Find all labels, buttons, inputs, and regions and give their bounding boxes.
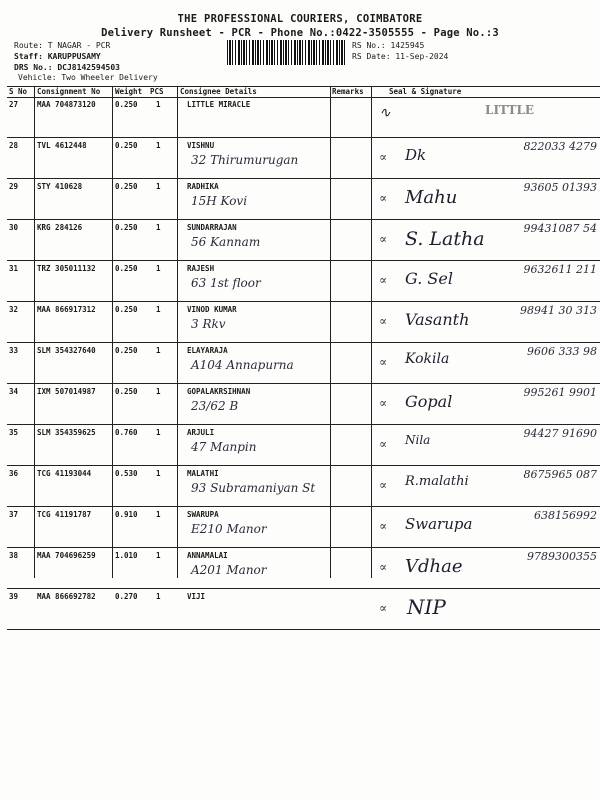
row-consignee-name: LITTLE MIRACLE [187,100,251,109]
signature: Swarupa [405,515,473,533]
handwritten-phone: 995261 9901 [523,386,597,399]
row-weight: 0.250 [115,264,138,273]
handwritten-address: 47 Manpin [191,440,257,454]
row-sno: 35 [9,428,19,437]
col-pcs: PCS [150,87,164,96]
tick-mark-icon: ∝ [379,150,388,164]
tick-mark-icon: ∝ [379,314,388,328]
row-sno: 36 [9,469,19,478]
col-remarks: Remarks [332,87,364,96]
staff-label: Staff: [14,52,43,61]
row-sno: 33 [9,346,19,355]
row-weight: 0.760 [115,428,138,437]
table-row [7,220,600,261]
signature: G. Sel [405,269,453,288]
row-weight: 0.250 [115,141,138,150]
handwritten-phone: 9789300355 [527,550,597,563]
signature: Dk [405,146,427,164]
tick-mark-icon: ∝ [379,519,388,533]
table-row [7,138,600,179]
handwritten-address: A104 Annapurna [191,358,294,372]
row-pcs: 1 [156,305,161,314]
vehicle-value: Two Wheeler Delivery [61,73,158,82]
handwritten-address: 93 Subramaniyan St [191,481,316,495]
handwritten-address: 32 Thirumurugan [191,153,299,167]
handwritten-address: 23/62 B [191,399,239,413]
rs-date-value: 11-Sep-2024 [395,52,449,61]
row-weight: 0.910 [115,510,138,519]
company-title: THE PROFESSIONAL COURIERS, COIMBATORE [177,13,423,25]
row-pcs: 1 [156,141,161,150]
col-consignee: Consignee Details [180,87,257,96]
tick-mark-icon: ∝ [379,601,388,615]
row-consignee-name: ARJULI [187,428,215,437]
table-row [7,466,600,507]
row-consignment-no: STY 410628 [37,182,83,191]
table-row [7,384,600,425]
row-consignee-name: RAJESH [187,264,215,273]
row-sno: 32 [9,305,19,314]
tick-mark-icon: ∝ [379,232,388,246]
row-sno: 34 [9,387,19,396]
row-pcs: 1 [156,223,161,232]
table-row [7,343,600,384]
handwritten-phone: 9632611 211 [523,263,597,276]
handwritten-phone: 99431087 54 [523,222,597,235]
handwritten-address: A201 Manor [191,563,267,577]
signature: Gopal [405,392,453,411]
col-divider [34,86,35,578]
row-weight: 0.250 [115,387,138,396]
row-sno: 27 [9,100,19,109]
rs-no-label: RS No.: [352,41,386,50]
vehicle-label: Vehicle: [18,73,57,82]
row-weight: 0.250 [115,305,138,314]
handwritten-phone: 94427 91690 [523,427,597,440]
row-consignment-no: KRG 284126 [37,223,83,232]
tick-mark-icon: ∝ [379,560,388,574]
row-pcs: 1 [156,346,161,355]
row-consignment-no: MAA 866917312 [37,305,96,314]
row-pcs: 1 [156,592,161,601]
row-pcs: 1 [156,551,161,560]
row-consignment-no: TVL 4612448 [37,141,87,150]
signature: S. Latha [405,228,485,250]
row-consignee-name: SUNDARRAJAN [187,223,237,232]
handwritten-phone: 8675965 087 [523,468,597,481]
handwritten-phone: 93605 01393 [523,181,597,194]
staff-line [14,52,101,62]
row-sno: 29 [9,182,19,191]
row-weight: 0.250 [115,182,138,191]
row-consignee-name: MALATHI [187,469,219,478]
rs-no-value: 1425945 [390,41,425,50]
vehicle-line [18,73,158,83]
row-pcs: 1 [156,428,161,437]
tick-mark-icon: ∝ [379,355,388,369]
row-consignment-no: MAA 704873120 [37,100,96,109]
table-row [7,507,600,548]
table-row [7,589,600,630]
table-row [7,97,600,138]
row-consignment-no: MAA 704696259 [37,551,96,560]
signature: Mahu [405,187,458,208]
col-divider [330,86,331,578]
route-line [14,41,110,51]
handwritten-phone: 9606 333 98 [527,345,597,358]
row-sno: 39 [9,592,19,601]
row-consignment-no: IXM 507014987 [37,387,96,396]
row-consignee-name: GOPALAKRSIHNAN [187,387,251,396]
col-consignment: Consignment No [37,87,101,96]
row-weight: 1.010 [115,551,138,560]
signature: Kokila [405,351,450,367]
rs-no-line [352,41,424,51]
table-row [7,425,600,466]
staff-value: KARUPPUSAMY [47,52,101,61]
col-divider [112,86,113,578]
tick-mark-icon: ∝ [379,396,388,410]
handwritten-address: 63 1st floor [191,276,261,290]
row-sno: 37 [9,510,19,519]
rs-date-line [352,52,448,62]
col-divider [177,86,178,578]
row-consignment-no: TCG 41191787 [37,510,92,519]
rs-date-label: RS Date: [352,52,391,61]
row-weight: 0.270 [115,592,138,601]
col-seal-signature: Seal & Signature [389,87,462,96]
row-sno: 38 [9,551,19,560]
scribble-icon: ∿ [379,105,391,121]
row-pcs: 1 [156,100,161,109]
seal-stamp: LITTLE [485,103,535,117]
row-pcs: 1 [156,469,161,478]
route-value: T NAGAR - PCR [47,41,111,50]
table-row [7,548,600,589]
row-pcs: 1 [156,387,161,396]
row-consignment-no: TRZ 305011132 [37,264,96,273]
row-consignee-name: VINOD KUMAR [187,305,237,314]
handwritten-address: E210 Manor [191,522,267,536]
row-sno: 30 [9,223,19,232]
runsheet-subtitle: Delivery Runsheet - PCR - Phone No.:0422-3505555 - Page No.:3 [101,27,499,39]
col-sno: S No [9,87,28,96]
row-consignee-name: VISHNU [187,141,215,150]
col-weight: Weight [115,87,143,96]
tick-mark-icon: ∝ [379,437,388,451]
signature: NIP [407,595,446,619]
tick-mark-icon: ∝ [379,478,388,492]
drs-line [14,63,120,73]
table-row [7,179,600,220]
row-weight: 0.530 [115,469,138,478]
row-pcs: 1 [156,182,161,191]
tick-mark-icon: ∝ [379,191,388,205]
row-consignment-no: TCG 41193044 [37,469,92,478]
signature: Nila [405,433,431,447]
row-consignment-no: SLM 354359625 [37,428,96,437]
handwritten-address: 56 Kannam [191,235,261,249]
signature: Vdhae [405,556,463,577]
handwritten-address: 15H Kovi [191,194,248,208]
row-weight: 0.250 [115,100,138,109]
barcode-image [227,40,345,65]
row-pcs: 1 [156,510,161,519]
drs-label: DRS No.: [14,63,53,72]
drs-value: DCJ8142594503 [57,63,120,72]
signature: R.malathi [405,474,469,489]
tick-mark-icon: ∝ [379,273,388,287]
row-consignment-no: MAA 866692782 [37,592,96,601]
row-consignee-name: ELAYARAJA [187,346,228,355]
delivery-table [7,86,600,618]
row-consignment-no: SLM 354327640 [37,346,96,355]
row-consignee-name: ANNAMALAI [187,551,228,560]
row-consignee-name: VIJI [187,592,206,601]
row-consignee-name: RADHIKA [187,182,219,191]
row-consignee-name: SWARUPA [187,510,219,519]
row-weight: 0.250 [115,346,138,355]
row-sno: 31 [9,264,19,273]
handwritten-phone: 638156992 [534,509,597,522]
col-divider [371,86,372,578]
signature: Vasanth [405,310,470,329]
route-label: Route: [14,41,43,50]
row-pcs: 1 [156,264,161,273]
table-row [7,261,600,302]
row-sno: 28 [9,141,19,150]
table-row [7,302,600,343]
handwritten-address: 3 Rkv [191,317,226,331]
row-weight: 0.250 [115,223,138,232]
handwritten-phone: 98941 30 313 [520,304,597,317]
handwritten-phone: 822033 4279 [523,140,597,153]
